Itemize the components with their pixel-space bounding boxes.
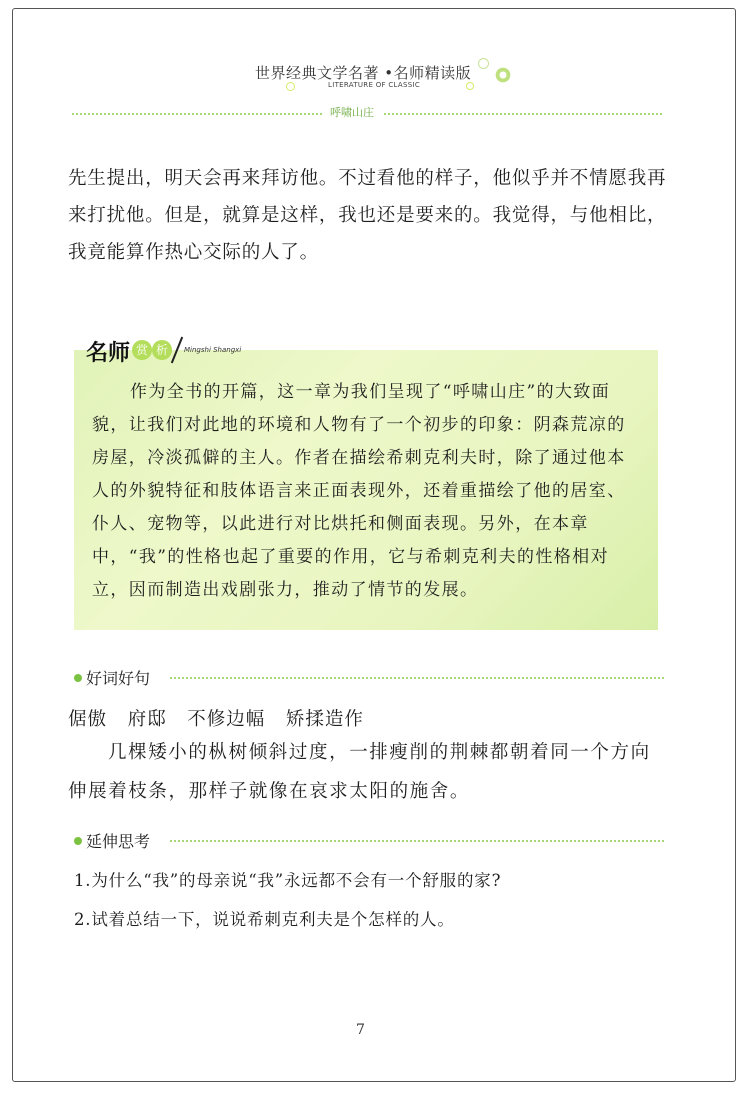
heading-char-shi: 师 <box>108 341 131 366</box>
extension-divider <box>170 840 664 842</box>
bullet-dot-icon <box>74 837 82 845</box>
good-sentence: 几棵矮小的枞树倾斜过度，一排瘦削的荆棘都朝着同一个方向伸展着枝条，那样子就像在哀求太阳的施舍。 <box>68 742 651 802</box>
heading-char-ming: 名 <box>86 341 109 366</box>
question-2: 2.试着总结一下，说说希刺克利夫是个怎样的人。 <box>74 910 455 929</box>
extension-heading <box>74 829 664 853</box>
extension-label: 延伸思考 <box>86 832 151 851</box>
heading-char-shang-badge: 赏 <box>132 340 152 360</box>
heading-char-xi-badge: 析 <box>152 340 172 360</box>
good-words-label: 好词好句 <box>86 669 151 688</box>
good-words-divider <box>170 677 664 679</box>
body-paragraph: 先生提出，明天会再来拜访他。不过看他的样子，他似乎并不情愿我再来打扰他。但是，就算是这样，我也还是要来的。我觉得，与他相比，我竟能算作热心交际的人了。 <box>68 168 667 263</box>
series-subtitle: LITERATURE OF CLASSIC <box>328 81 421 89</box>
decor-dot-1 <box>478 58 489 69</box>
decor-flower-icon <box>494 66 512 84</box>
good-words-heading <box>74 666 664 690</box>
decor-dot-3 <box>466 82 474 90</box>
bullet-dot-icon <box>74 674 82 682</box>
decor-dot-2 <box>286 82 295 91</box>
good-words-list: 倨傲 府邸 不修边幅 矫揉造作 <box>68 709 364 730</box>
page-number: 7 <box>356 1022 365 1038</box>
question-1: 1.为什么“我”的母亲说“我”永远都不会有一个舒服的家? <box>74 871 502 890</box>
chapter-tag: 呼啸山庄 <box>322 104 382 120</box>
heading-pinyin: Mingshi Shangxi <box>184 346 242 354</box>
commentary-text: 作为全书的开篇，这一章为我们呈现了“呼啸山庄”的大致面貌，让我们对此地的环境和人物有了一个初步的印象：阴森荒凉的房屋，冷淡孤僻的主人。作者在描绘希刺克利夫时，除了通过他本人的外貌特征和肢体语言来正面表现外，还着重描绘了他的居室、仆人、宠物等，以此进行对比烘托和侧面表现。另外，在本章中，“我”的性格也起了重要的作用，它与希刺克利夫的性格相对立，因而制造出戏剧张力，推动了情节的发展。 <box>92 382 626 600</box>
series-title: 世界经典文学名著 •名师精读版 <box>255 64 472 82</box>
